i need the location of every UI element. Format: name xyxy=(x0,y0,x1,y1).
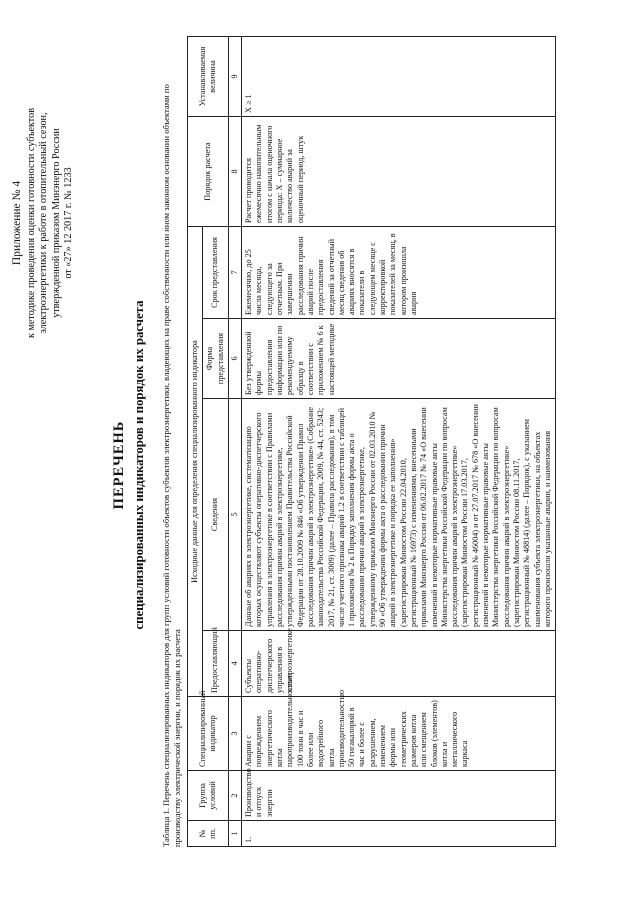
appendix-number: Приложение № 4 xyxy=(11,180,23,266)
table-caption: Таблица 1. Перечень специализированных индикаторов для групп условий готовности объектов субъектов электроэнергетики, владеющих на праве собственности или ином законном основании объектами по производству электрической энергии, и порядок их расчета xyxy=(161,84,182,847)
column-number: 6 xyxy=(228,319,241,399)
header-num: № пп. xyxy=(188,821,229,847)
row-form: Без утвержденной формы предоставления информации или по рекомендуемому образцу в соответствии с приложением № 6 к настоящей методике xyxy=(242,319,556,399)
column-number: 1 xyxy=(228,821,241,847)
header-target: Устанавливаемая величина xyxy=(188,37,229,117)
column-number: 5 xyxy=(228,399,241,631)
row-term: Ежемесячно, до 25 числа месяца, следующего за отчетным. При завершении расследования причин аварий после предоставления сведений за отчетный месяц сведения об авариях вносятся в показатели в следующем месяце с корректировкой показателей за месяц, в котором произошла авария xyxy=(242,227,556,319)
header-term: Срок представления xyxy=(203,227,229,319)
appendix-line: утвержденной приказом Минэнерго России xyxy=(50,128,62,318)
header-indicator: Специализированный индикатор xyxy=(188,697,229,771)
row-calc: Расчет проводится ежемесячно накопительным итогом с начала оценочного периода: X – суммарное количество аварий за оценочный период, штук xyxy=(242,117,556,227)
appendix-date: от «27» 12 2017 г. № 1233 xyxy=(63,167,75,279)
appendix-line: к методике проведения оценки готовности субъектов xyxy=(25,107,37,339)
header-form: Форма представления xyxy=(203,319,229,399)
appendix-block xyxy=(11,43,76,403)
row-info: Данные об авариях в электроэнергетике, систематизацию которых осуществляют субъекты оперативно-диспетчерского управления в электроэнергетике в соответствии с Правилами расследования причин аварий в электроэнергетике, утвержденными постановлением Правительства Российской Федерации от 28.10.2009 № 846 «Об утверждении Правил расследования причин аварий в электроэнергетике» (Собрание законодательства Российской Федерации, 2009, № 44, ст. 5243; 2017, № 21, ст. 3009) (далее – Правила расследования), в том числе учетного признака аварий 1.2 в соответствии с таблицей 1 приложения № 2 к Порядку заполнения формы акта о расследовании причин аварий в электроэнергетике, утвержденному приказом Минэнерго России от 02.03.2010 № 90 «Об утверждении формы акта о расследовании причин аварий в электроэнергетике и порядка ее заполнения» (зарегистрирован Минюстом России 22.04.2010, регистрационный № 16973) с изменениями, внесенными приказами Минэнерго России от 06.02.2017 № 74 «О внесении изменений в некоторые нормативные правовые акты Министерства энергетики Российской Федерации по вопросам расследования причин аварий в электроэнергетике» (зарегистрирован Минюстом России 17.03.2017, регистрационный № 46004) и от 27.07.2017 № 678 «О внесении изменений в некоторые нормативные правовые акты Министерства энергетики Российской Федерации по вопросам расследования причин аварий в электроэнергетике» (зарегистрирован Минюстом России 08.11.2017, регистрационный № 48814) (далее – Порядок), с указанием наименования субъекта электроэнергетики, на объектах которого произошли указанные аварии, и наименования xyxy=(242,399,556,631)
row-indicator: Аварии с повреждением энергетического котла паропроизводительностью 100 тонн в час и более или водогрейного котла производительностью 50 гигакалорий в час и более с разрушением, изменением формы или геометрических размеров котла или смещением блоков (элементов) котла и металлического каркаса xyxy=(242,697,556,771)
indicators-table xyxy=(187,36,556,847)
table-row xyxy=(242,37,556,847)
row-provider: Субъекты оперативно-диспетчерского управления в электроэнергетике xyxy=(242,631,556,697)
title-main: ПЕРЕЧЕНЬ xyxy=(111,420,127,510)
column-number-row xyxy=(228,37,241,847)
header-info: Сведения xyxy=(203,399,229,631)
header-group: Группа условий xyxy=(188,771,229,821)
header-calc: Порядок расчета xyxy=(188,117,229,227)
row-group: Производство и отпуск энергии xyxy=(242,771,556,821)
column-number: 8 xyxy=(228,117,241,227)
header-provider: Предоставляющий xyxy=(203,631,229,697)
header-row xyxy=(188,37,203,847)
header-source-group: Исходные данные для определения специализированного индикатора xyxy=(188,227,203,697)
column-number: 2 xyxy=(228,771,241,821)
column-number: 3 xyxy=(228,697,241,771)
appendix-line: электроэнергетики к работе в отопительный сезон, xyxy=(38,112,50,334)
row-target: X ≥ 1 xyxy=(242,37,556,117)
column-number: 9 xyxy=(228,37,241,117)
row-num: 1. xyxy=(242,821,556,847)
column-number: 4 xyxy=(228,631,241,697)
column-number: 7 xyxy=(228,227,241,319)
title-sub: специализированных индикаторов и порядок их расчета xyxy=(132,300,146,630)
document-title xyxy=(111,25,147,905)
document-page xyxy=(1,25,639,905)
